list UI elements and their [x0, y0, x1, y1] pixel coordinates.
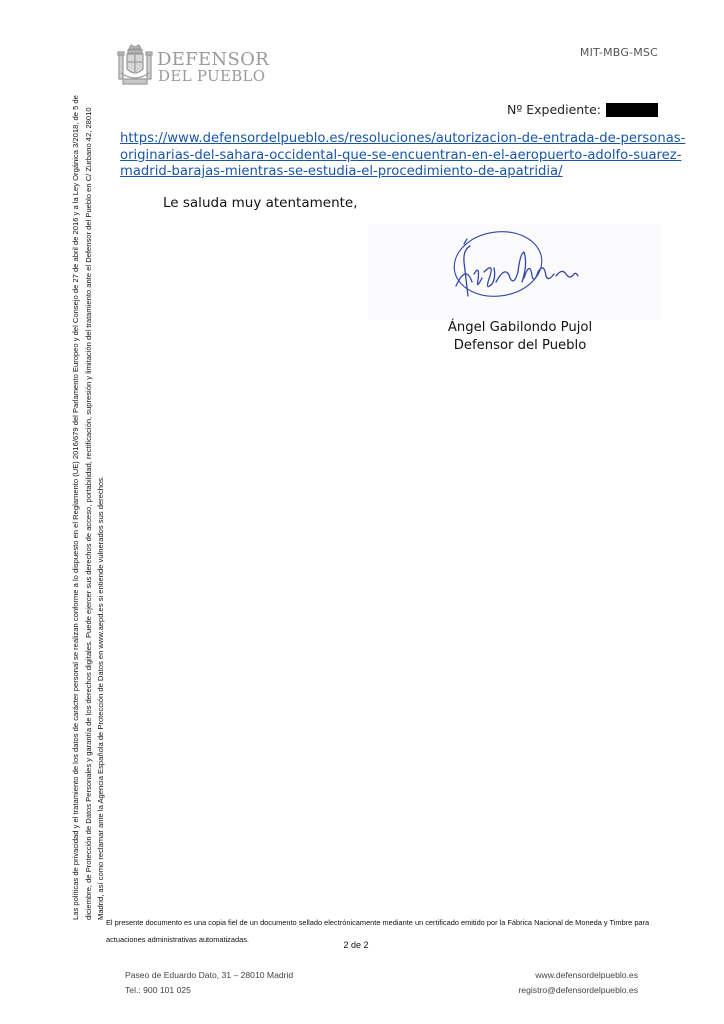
logo-wordmark	[157, 49, 269, 85]
resolution-link[interactable]	[120, 131, 686, 181]
redacted-expediente-number	[606, 103, 658, 117]
footer-online	[518, 968, 638, 998]
signer-title: Defensor del Pueblo	[453, 338, 587, 353]
footer-phone: Tel.: 900 101 025	[125, 985, 191, 995]
privacy-note	[70, 95, 108, 920]
privacy-note-line-2: diciembre, de Protección de Datos Personales y garantía de los derechos digitales. Puede ejercer sus derechos de acceso, portabilidad, rectificación, supresión y limitación del tratamiento ante el Defensor del Pueblo en C/ Zurbano 42, 28010	[83, 107, 93, 920]
resolution-link-line-1[interactable]: https://www.defensordelpueblo.es/resoluciones/autorizacion-de-entrada-de-personas-	[120, 131, 686, 146]
reference-code: MIT-MBG-MSC	[579, 46, 658, 59]
footer-email-link[interactable]: registro@defensordelpueblo.es	[518, 985, 638, 995]
logo-line-1: DEFENSOR	[157, 49, 269, 70]
closing-greeting: Le saluda muy atentamente,	[163, 195, 358, 211]
coat-of-arms-icon	[117, 43, 153, 87]
resolution-link-line-3[interactable]: madrid-barajas-mientras-se-estudia-el-procedimiento-de-apatridia/	[120, 164, 563, 179]
signature-drawing	[368, 224, 661, 320]
seal-note-line-1: El presente documento es una copia fiel de un documento sellado electrónicamente mediante un certificado emitido por la Fábrica Nacional de Moneda y Timbre para	[106, 918, 650, 927]
privacy-note-line-3: Madrid, así como reclamar ante la Agencia Española de Protección de Datos en www.aepd.es si entiende vulnerados sus derechos.	[96, 475, 105, 920]
signer-name: Ángel Gabilondo Pujol	[447, 320, 593, 335]
expediente-label: Nº Expediente:	[507, 102, 601, 117]
signer-block	[440, 319, 600, 355]
handwritten-signature	[368, 224, 661, 320]
defensor-del-pueblo-logo	[117, 43, 267, 87]
expediente-field	[507, 102, 658, 117]
seal-note-line-2: actuaciones administrativas automatizadas.	[106, 935, 249, 944]
page-number: 2 de 2	[343, 940, 369, 950]
resolution-link-line-2[interactable]: originarias-del-sahara-occidental-que-se-encuentran-en-el-aeropuerto-adolfo-suarez-	[120, 147, 682, 163]
privacy-note-line-1: Las políticas de privacidad y el tratamiento de los datos de carácter personal se realizan conforme a lo dispuesto en el Reglamento (UE) 2016/679 del Parlamento Europeo y del Consejo de 27 de abril de 2016 y a la Ley Orgánica 3/2018, de 5 de	[71, 95, 80, 920]
footer-contact	[125, 968, 293, 998]
logo-line-2: DEL PUEBLO	[158, 67, 266, 85]
footer-address: Paseo de Eduardo Dato, 31 – 28010 Madrid	[125, 970, 294, 980]
footer-website-link[interactable]: www.defensordelpueblo.es	[535, 970, 638, 980]
